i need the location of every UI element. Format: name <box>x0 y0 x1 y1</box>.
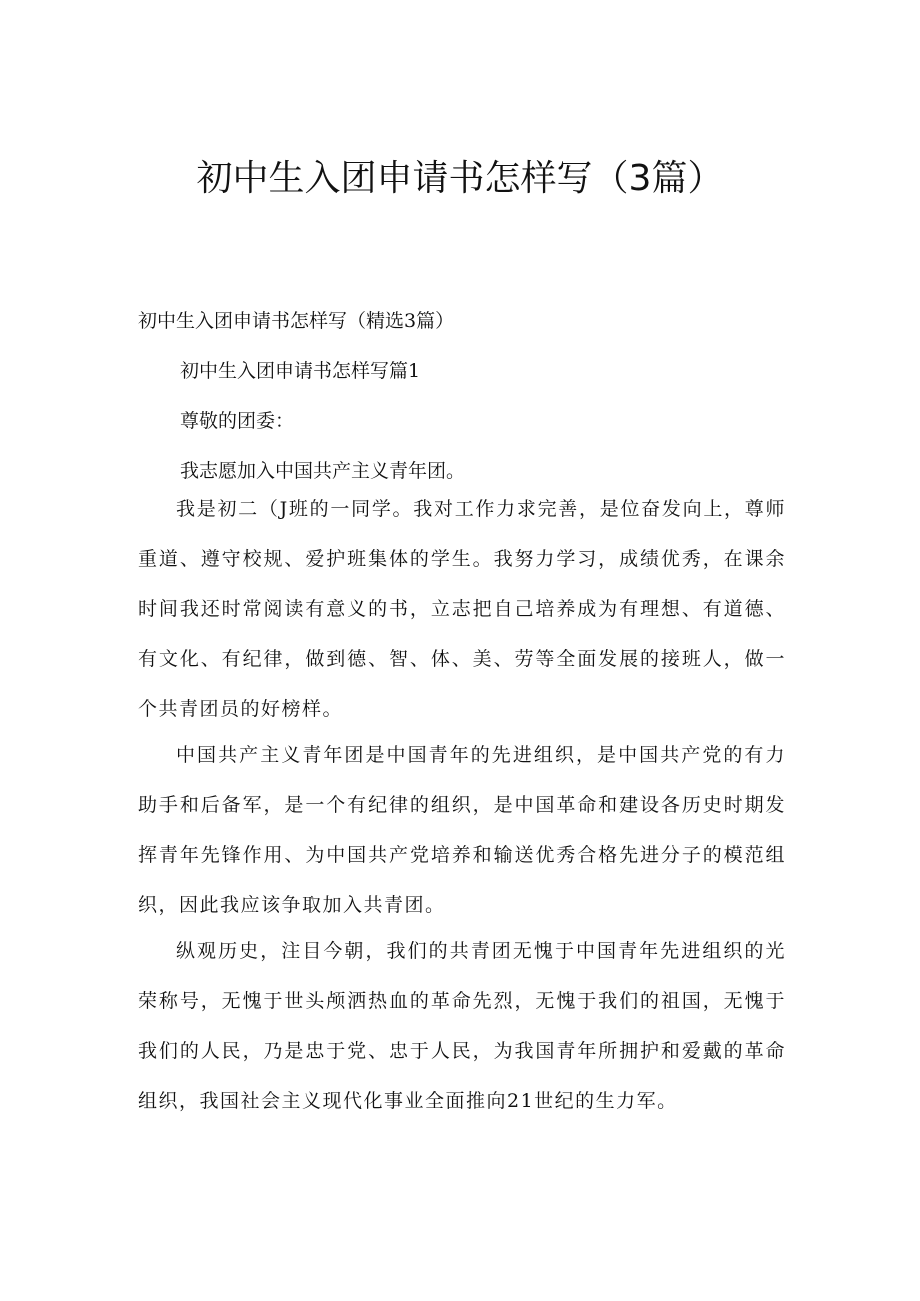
paragraph-intent: 我志愿加入中国共产主义青年团。 <box>180 460 466 482</box>
paragraph-league-description: 中国共产主义青年团是中国青年的先进组织，是中国共产党的有力助手和后备军，是一个有纪律的组织，是中国革命和建设各历史时期发挥青年先锋作用、为中国共产党培养和输送优秀合格先进分子的模范组织，因此我应该争取加入共青团。 <box>138 744 786 916</box>
document-title: 初中生入团申请书怎样写（3篇） <box>196 158 724 199</box>
section-heading: 初中生入团申请书怎样写篇1 <box>180 360 421 382</box>
document-subtitle: 初中生入团申请书怎样写（精选3篇） <box>138 310 455 332</box>
paragraph-history: 纵观历史，注目今朝，我们的共青团无愧于中国青年先进组织的光荣称号，无愧于世头颅洒热血的革命先烈，无愧于我们的祖国，无愧于我们的人民，乃是忠于党、忠于人民，为我国青年所拥护和爱戴的革命组织，我国社会主义现代化事业全面推向21世纪的生力军。 <box>138 940 786 1112</box>
paragraph-self-introduction: 我是初二（J班的一同学。我对工作力求完善，是位奋发向上，尊师重道、遵守校规、爱护班集体的学生。我努力学习，成绩优秀，在课余时间我还时常阅读有意义的书，立志把自己培养成为有理想、有道德、有文化、有纪律，做到德、智、体、美、劳等全面发展的接班人，做一个共青团员的好榜样。 <box>138 498 786 720</box>
salutation: 尊敬的团委： <box>180 410 295 432</box>
